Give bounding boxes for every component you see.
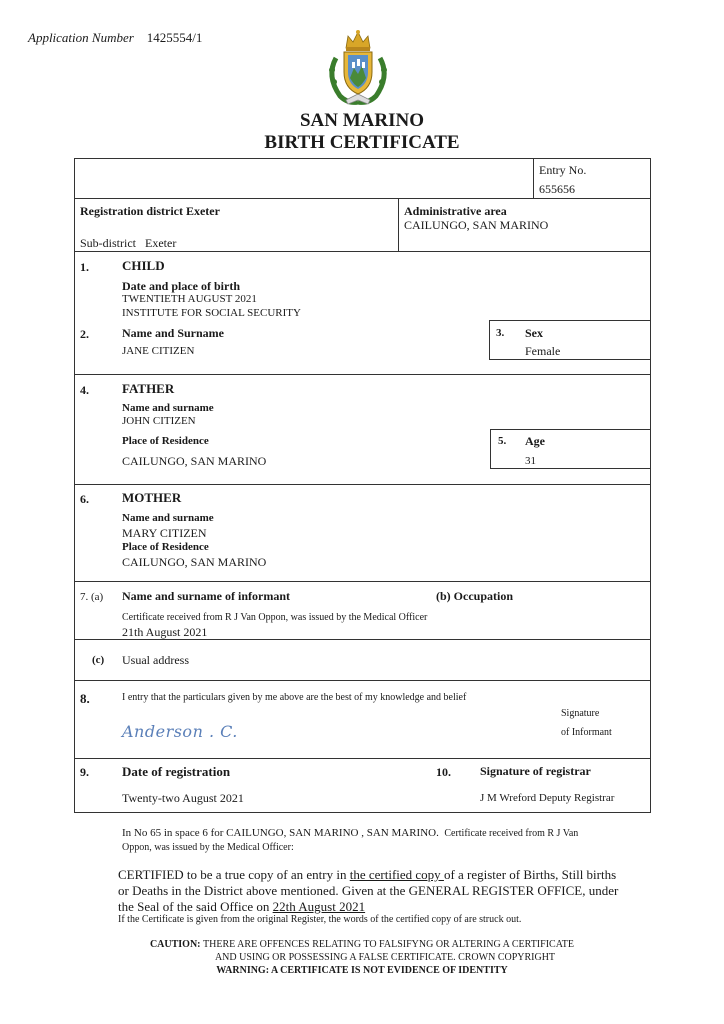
certification-seal-text: the Seal of the said Office on bbox=[118, 899, 273, 914]
divider bbox=[74, 758, 651, 759]
informant-name-label: Name and surname of informant bbox=[122, 589, 290, 603]
of-informant-label: of Informant bbox=[561, 727, 612, 738]
administrative-area-label: Administrative area bbox=[404, 204, 507, 218]
birth-date-place-label: Date and place of birth bbox=[122, 279, 240, 293]
age-value: 31 bbox=[525, 455, 536, 467]
application-number-label: Application Number bbox=[28, 30, 134, 45]
registration-divider bbox=[398, 198, 399, 251]
usual-address-label: Usual address bbox=[122, 653, 189, 667]
registration-date-value: Twenty-two August 2021 bbox=[122, 791, 244, 805]
entry-divider bbox=[533, 158, 534, 198]
sex-box bbox=[489, 320, 651, 360]
mother-residence-value: CAILUNGO, SAN MARINO bbox=[122, 555, 267, 569]
sub-district bbox=[80, 236, 176, 251]
certification-line2: or Deaths in the District above mentioned. Given at the GENERAL REGISTER OFFICE, under bbox=[118, 883, 619, 898]
mother-name-label: Name and surname bbox=[122, 512, 214, 524]
divider bbox=[74, 198, 651, 199]
application-number bbox=[28, 30, 202, 46]
space-note-certificate: Certificate received from R J Van bbox=[444, 828, 579, 839]
informant-signature: Anderson . C. bbox=[122, 722, 238, 741]
entry-value: 655656 bbox=[539, 182, 575, 196]
space-note-text: In No 65 in space 6 for CAILUNGO, SAN MARINO , SAN MARINO. bbox=[122, 827, 439, 839]
divider bbox=[74, 581, 651, 582]
entry-label: Entry No. bbox=[539, 163, 587, 177]
certification-line3 bbox=[118, 899, 365, 915]
declaration-number: 8. bbox=[80, 691, 90, 706]
mother-number: 6. bbox=[80, 492, 89, 506]
registrar-number: 10. bbox=[436, 765, 451, 779]
sub-district-label: Sub-district bbox=[80, 236, 136, 250]
informant-number: 7. (a) bbox=[80, 591, 104, 603]
registration-date-label: Date of registration bbox=[122, 764, 231, 779]
father-number: 4. bbox=[80, 383, 89, 397]
certificate-note: If the Certificate is given from the original Register, the words of the certified copy of are struck out. bbox=[118, 914, 522, 925]
space-note-line2: Oppon, was issued by the Medical Officer: bbox=[122, 842, 294, 853]
certification-line1 bbox=[118, 867, 616, 883]
birth-date-value: TWENTIETH AUGUST 2021 bbox=[122, 293, 257, 305]
country-title: SAN MARINO bbox=[299, 110, 425, 131]
declaration-text: I entry that the particulars given by me above are the best of my knowledge and belief bbox=[122, 692, 467, 703]
father-residence-value: CAILUNGO, SAN MARINO bbox=[122, 454, 267, 468]
child-name-label: Name and Surname bbox=[122, 326, 225, 340]
registrar-signature-label: Signature of registrar bbox=[480, 764, 591, 778]
registration-district: Registration district Exeter bbox=[80, 204, 220, 218]
age-number: 5. bbox=[498, 435, 507, 447]
certification-text-a: CERTIFIED to be a true copy of an entry in bbox=[118, 867, 350, 882]
father-heading: FATHER bbox=[122, 381, 175, 396]
administrative-area-value: CAILUNGO, SAN MARINO bbox=[404, 218, 549, 232]
child-number: 1. bbox=[80, 260, 89, 274]
caution-text1: THERE ARE OFFENCES RELATING TO FALSIFYNG OR ALTERING A CERTIFICATE bbox=[203, 939, 575, 950]
caution-line2: AND USING OR POSSESSING A FALSE CERTIFICATE. CROWN COPYRIGHT bbox=[214, 952, 556, 963]
certified-copy-text: the certified copy bbox=[349, 867, 444, 882]
caution-line1 bbox=[0, 939, 724, 950]
mother-residence-label: Place of Residence bbox=[122, 541, 209, 553]
caution-label: CAUTION: bbox=[149, 939, 201, 950]
occupation-label: (b) Occupation bbox=[436, 589, 514, 603]
space-note-line1 bbox=[122, 827, 578, 839]
informant-certificate-text: Certificate received from R J Van Oppon, was issued by the Medical Officer bbox=[122, 612, 428, 623]
mother-heading: MOTHER bbox=[122, 490, 182, 505]
child-heading: CHILD bbox=[122, 258, 165, 273]
divider bbox=[74, 374, 651, 375]
mother-name-value: MARY CITIZEN bbox=[122, 526, 207, 540]
age-label: Age bbox=[525, 434, 545, 448]
child-name-value: JANE CITIZEN bbox=[122, 345, 195, 357]
document-title: BIRTH CERTIFICATE bbox=[264, 132, 460, 153]
father-residence-label: Place of Residence bbox=[122, 435, 209, 447]
certification-date: 22th August 2021 bbox=[272, 899, 366, 914]
birth-place-value: INSTITUTE FOR SOCIAL SECURITY bbox=[122, 307, 301, 319]
father-name-value: JOHN CITIZEN bbox=[122, 415, 196, 427]
warning-line: WARNING: A CERTIFICATE IS NOT EVIDENCE OF IDENTITY bbox=[216, 965, 508, 976]
age-box bbox=[490, 429, 651, 469]
san-marino-coat-of-arms bbox=[318, 28, 398, 108]
sub-district-value: Exeter bbox=[145, 236, 177, 250]
address-marker: (c) bbox=[92, 654, 105, 666]
divider bbox=[74, 639, 651, 640]
divider bbox=[74, 680, 651, 681]
father-name-label: Name and surname bbox=[122, 402, 214, 414]
application-number-value: 1425554/1 bbox=[146, 30, 203, 45]
registrar-signature-value: J M Wreford Deputy Registrar bbox=[480, 792, 615, 804]
divider bbox=[74, 484, 651, 485]
registration-date-number: 9. bbox=[80, 765, 89, 779]
informant-certificate-date: 21th August 2021 bbox=[122, 625, 208, 639]
sex-number: 3. bbox=[496, 327, 505, 339]
sex-value: Female bbox=[525, 344, 561, 358]
signature-label: Signature bbox=[561, 708, 600, 719]
certification-text-c: of a register of Births, Still births bbox=[443, 867, 617, 882]
name-number: 2. bbox=[80, 327, 89, 341]
sex-label: Sex bbox=[525, 326, 543, 340]
divider bbox=[74, 251, 651, 252]
